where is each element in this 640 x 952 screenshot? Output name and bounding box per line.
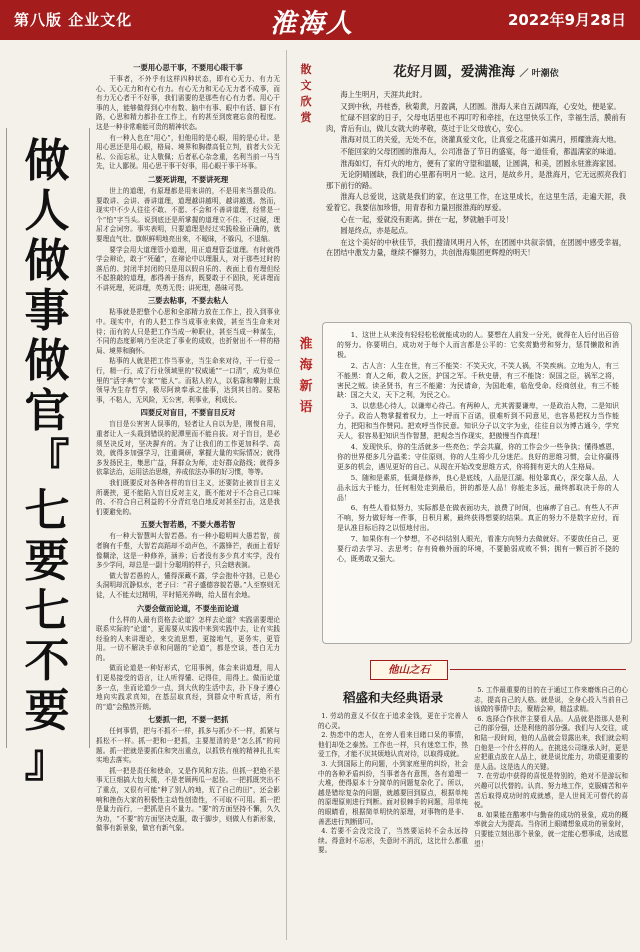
title-char: 做	[24, 334, 70, 387]
essay-title	[326, 62, 626, 84]
title-char: 事	[24, 284, 70, 337]
title-char: 要	[24, 684, 70, 737]
essay-paragraph: 淮海人总爱说，这就是我们的家，在这里工作，在这里成长，在这里生活，走遍天涯，我爱着它。我要信加珍惜，用青春和力量回报淮海的厚爱。	[326, 192, 626, 212]
inamori-banner-label: 他山之石	[370, 660, 448, 680]
title-char: 做	[24, 234, 70, 287]
article-paragraph: 干事者，不外乎有这样四种状态，即有心无力、有力无心、无心无力和有心有力。有心无力和无心无力者不成事，而有力无心者干不好事，我们需要的是那些有心有力者。用心干事的人，能够做得到心中有数、脑中有事、眼中有活、脚下有路，心思和精力都扑在工作上，有的甚至到废寝忘食的程度。这是一种非常难能可贵的精神状态。	[96, 75, 280, 131]
sayings-box	[322, 322, 632, 644]
saying-item: 7、如果你有一个梦想，不必纠结别人眼光，看准方向努力去做就好。不要放任自己，更要行动去学习、去思考；存有倚赖外面的环境，不要脆弱成败不惧；拥有一颗百折不挠的心，既勇敢又强大。	[337, 535, 619, 563]
newspaper-logo: 淮海人	[270, 9, 355, 39]
section-label: 第八版 企业文化	[14, 11, 133, 29]
title-char: 不	[24, 634, 70, 687]
section-heading: 四要反对盲目，不要盲目反对	[140, 408, 236, 418]
essay-paragraph: 淮海如灯，有灯火的地方，便有了家的守望和温暖，让圆满，和美，团圆永驻淮海家园。	[340, 158, 621, 168]
essay-author: ／ 叶潮依	[519, 69, 559, 79]
essay-paragraph: 又到中秋，丹桂香，秋菊黄，月盈满，人团圆。淮海人来自五湖四海，心安处，便是家。	[340, 101, 621, 111]
quote-item: 1. 劳动的意义不仅在于追求金钱，更在于完善人的心灵。	[318, 712, 468, 730]
quote-item: 3. 大到国际上的问题，小到家庭里的纠纷，社会中的各种矛盾纠纷，当事者各有意图，各有道理一大堆，使得原本十分简单的问题复杂化了。所以，越是错综复杂的问题，就越要回到原点，根据单纯的原理原则进行判断。面对很棘手的问题，用单纯的眼睛看，根据简单明快的原理，对事物的是非、善恶进行判断即可。	[318, 759, 468, 826]
title-char: 七	[24, 484, 70, 537]
article-paragraph: 有一种人也在“用心”，但他用的是心眼，用的是心计。是用心思还是用心眼，格局、境界和胸襟高低立判，前者大公无私、公而忘私，让人敬佩；后者私心杂念重，名利当前一马当先，让人鄙视。用心思干事干好事，用心眼干事干坏事。	[96, 133, 280, 171]
essay-paragraph: 海上生明月，天涯共此时。	[340, 90, 427, 99]
inamori-banner	[310, 660, 630, 680]
column-divider	[286, 50, 287, 940]
quote-item: 2. 热恋中的恋人，在旁人看来目睹口呆的事情，他们却处之泰然。工作也一样，只有迷恋工作，热爱工作，才能不厌其烦地认真对待，以取得成就。	[318, 731, 468, 759]
article-paragraph: 盲目是公害害人误事的，轻者让人自以为是，刚愎自用，重者让人一头栽到错误的泥潭里而不能自拔。对于盲目，是必须坚决反对，坚决摒弃的。为了让我们的工作更加科学、高效，就得多加强学习，注重调研，掌握大量的实际情况；就得多发扬民主，集思广益，拜群众为师，走好群众路线；就得多依靠法治，运用法治思维，养成依法办事的好习惯，等等。	[96, 420, 280, 477]
essay-paragraph: 圆是终点，亦是起点。	[340, 226, 413, 236]
saying-item: 2、古人言：人生在世，有三不能笑：不笑天灾，不笑人祸，不笑疾病。立地为人，有三不能黑：育人之师，救人之医，护国之军。千秋史册，有三不能饶：误国之臣，祸军之将，害民之贼。读圣贤书，有三不能避：为民请命，为国赴难，临危受命。经商创业，有三不能缺：国之大义，天下之利，为民之心。	[337, 361, 619, 400]
title-char: 七	[24, 584, 70, 637]
issue-date: 2022年9月28日	[507, 11, 626, 29]
article-paragraph: 任何事情，把与不抓不一样，抓多与抓少不一样，抓紧与抓松不一样。抓一把和一把抓，主要厘清的是“怎么抓”的问题。抓一把就是要抓住和突出重点，以抓铁有痕的精神扎扎实实地去落实。	[96, 727, 280, 765]
article-paragraph: 什么样的人最有资格去论道？怎样去论道？实践需要理论联系实际的“论道”，更需要从实践中来到实践中去，让有实践经验的人来讲理论，来交流思想，更接地气，更务实，更管用。一切不解决手卓和问题的“论道”，都是空谈，苍白无力的。	[96, 615, 280, 662]
article-paragraph: 做而论道是一种好形式，它用事例，体会来讲道理，用人们更易接受的语言，让人听得懂、记得住，用得上。做而论道多一点，坐而论道少一点，到大伙的生活中去，扑下身子遵心地向实践求真知，在基层取真经，到群众中听真话，所有的“道”会酷然开朗。	[96, 664, 280, 711]
saying-item: 1、这世上从来没有轻轻松松就能成功的人。要想在人前发一分光，就得在人后付出百倍的努力。你要明白，成功对于每个人而言都是公平的：它奖赏勤劳和努力，惩罚懒散和消极。	[337, 331, 619, 359]
section-heading: 三要去粘事，不要去粘人	[147, 296, 229, 306]
title-char: 『	[24, 434, 70, 487]
essay-paragraph: 忙碌不回家的日子，父母电话里也不再叮咛和牵挂，在这里快乐工作，幸福生活，膜前有肉，背后有山，做儿女就大的孝敬，莫过于让父母放心，安心。	[326, 113, 626, 133]
section-heading: 七要抓一把，不要一把抓	[147, 715, 229, 725]
essay-section-label: 散文欣赏	[300, 63, 312, 124]
section-heading: 五要大智若愚，不要大愚若智	[140, 520, 236, 530]
banner-rule	[450, 669, 626, 670]
title-char: 官	[24, 384, 70, 437]
sayings-section-label: 淮海新语	[299, 337, 313, 415]
title-char: 做	[24, 134, 70, 187]
essay-paragraph: 在这个美好的中秋佳节，我们搜清风明月入怀，在团圆中共叙亲情，在团圆中感受幸福，在团结中激发力量，继续不懈努力，共创淮海集团更辉煌的明天！	[326, 237, 626, 258]
page-header	[0, 0, 640, 40]
article-paragraph: 粘事就是把整个心思和全部精力放在工作上，投入到事业中。现实中，有的人把工作当成事业来做，甚至当生命来对待；而有的人只是把工作当成一种职业，甚至当成一种谋生，不同的态度影响乃至决定了事业的成败，也折射出不一样的格局、境界和胸怀。	[96, 308, 280, 355]
title-char: 要	[24, 534, 70, 587]
main-title-frame	[6, 128, 90, 787]
essay-paragraph: 心在一起，爱就没有距离。拼在一起，梦就触手可及！	[340, 214, 513, 224]
main-article-body	[96, 60, 280, 945]
article-paragraph: 世上的道理，有原理都是用来讲的，不是用来当摆设的。要敢讲、会讲、善讲道理，道理越讲越明，越讲越透。然而，现实中不少人往往不敢、不愿、不会和不善讲道理，经常是一个“怕”字当头。说到底还是所掌握的道理立不住、不过硬，理屈才会词穷。事实表明，只要道理是经过实践检验正确的，就要理直气壮、旗帜鲜明地亮出来，不暧昧，不躲闪，不退缩。	[96, 186, 280, 243]
article-paragraph: 粘事的人就是把工作当事业，当生命来对待，干一行爱一行，精一行，成了行业领域里的“权威通”“一口清”，成为单位里的“活字典”“专家”“能人”。而粘人的人，以粘靠和攀附上级领导为生存哲学，极尽阿谀奉承之能事，达到其目的。要粘事，不粘人，无风险，无公害，利事业，利成长。	[96, 357, 280, 404]
main-title	[17, 136, 77, 786]
quote-item: 7. 在劳动中获得的喜悦是特别的，绝对不是游玩和兴趣可以代替的。认真、努力地工作，克服痛苦和辛苦后取得成功时的成就感，是人世间无可替代的喜悦。	[474, 772, 628, 810]
inamori-title: 稻盛和夫经典语录	[342, 690, 443, 705]
essay-paragraph: 淮海对员工的关爱，无处不在，浇灌真爱文化，让真爱之花盛开如满月，照耀淮海大地。	[340, 135, 621, 145]
section-heading: 一要用心思干事，不要用心眼干事	[133, 63, 243, 72]
essay-paragraph: 不能回家的父母团圆的淮海人，公司准备了节日的盛宴，每一道佳肴，都温满家的味道。	[340, 146, 621, 156]
title-char: 』	[24, 734, 70, 787]
quote-item: 6. 选择合作伙伴主要看人品。人品就是指那人是利己的部分强，还是利他的部分强。我们与人交往，或和陆一段时间，他的人品就会显露出来，我们就会明白他是一个什么样的人。在挑选公司继承人时，更是应把重点放在人品上，就是说比能力，功绩更重要的是人品。这是选人的关键。	[474, 714, 628, 771]
article-paragraph: 要学会用大道理管小道理，用正道理管歪道理。有时就得学会辩论，敢于“死磕”，在辩论中以理服人，对于那些过时的落后的、封闭半封闭的只是用以假自乐的、表面上看有理但经不起推敲的道理，都得善于扬弃，既要敢于不固执，死讲理而不讲死理，死讲理，英勇无畏；讲死理，愚昧可畏。	[96, 245, 280, 292]
inamori-right-column	[474, 686, 628, 849]
essay-title-text: 花好月圆，爱满淮海	[393, 64, 515, 80]
section-heading: 六要会做而论道，不要坐而论道	[136, 603, 240, 613]
saying-item: 4、发现快乐，你的生活就多一些亮色；学会共赢，你的工作会少一些争执；懂得感恩，你的世界便多几分温柔；守住原则，你的人生将少几分迷茫。良好的思维习惯，会让你赢得更多的机会，遇见更好的自己。从现在开始改变思维方式，你将拥有更大的人生格局。	[337, 442, 619, 471]
quote-item: 5. 工作最重要的目的在于通过工作来磨炼自己的心志，提高自己的人格。就是说，全身心投入当前自己该做的事情中去，聚精会神，精益求精。	[474, 686, 628, 714]
saying-item: 6、有些人看似努力，实际都是在做表面功夫，浪费了时间，也麻痹了自己。有些人不声不响，努力做好每一件事，日积月累，最终获得想要的结果。真正的努力不是数字应付，而是认准目标后持之以恒地付出。	[337, 504, 619, 533]
quote-item: 4. 若要不会没完没了，当然要运转不会永远持续。得意时不忘形，失意时不消沉，这比什么都重要。	[318, 827, 468, 855]
saying-item: 3、以慈悲心待人，以谦卑心待己。有两种人，尤其需要谦卑，一是政治人物，二是知识分子。政治人物掌握着权力，上一呼而下百诺，很难听到不同意见，也容易把权力当作能力，把阳和当作赞同。把欢呼当作民意。知识分子以文字为业，往往自以为博古通今，学究天人，很容易犯知识当作智慧，把观念当作现实，把傲慢当作真理！	[337, 402, 619, 441]
quote-item: 8. 如果能在酷寒中与勤奋的成功的景象，成功的概率就会大为提高。当你团上眼睛想象成功的景象时，只要能立刻出那个景象，就一定能心想事成，达成愿望！	[474, 810, 628, 848]
article-paragraph: 有一种大智慧叫大智若愚。有一种小聪明叫大愚若智，前者胸有千壑，大智若高蹈却不动声色，不露锋芒，表面上看好像糊涂，这是一种修养，涵养；后者没有多少真才实学，没有多少学问，却总是一副十分聪明的样子，只会瞎表演。	[96, 532, 280, 570]
saying-item: 5、随和是素质，低调是修养，良心是底线，人品是江湖。相处靠真心，深交靠人品，人品永远大于能力，任何相处走到最后，拼的都是人品！你能走多远，最终都取决于你的人品！	[337, 473, 619, 502]
title-char: 人	[24, 184, 70, 237]
essay-paragraph: 无论阴晴圆缺，我们的心里都有明月一轮。这月，是故乡月，是淮海月，它无远照亮我们那下前行的路。	[326, 170, 626, 190]
article-paragraph: 做大智若愚的人，懂得深藏不露，学会抱朴守拙，已是心头洞明却沉静似水，老子曰：“君子盛德容貌若愚。”人至察则无徒，人不能太过精明，平时韬光养晦，给人留有余地。	[96, 571, 280, 599]
inamori-left-column	[318, 688, 468, 856]
article-paragraph: 我们既要反对各种各样的盲目主义，还要防止被盲目主义所裹挟，更不能陷入盲目反对主义，既不能对于不合自己口味的、不符合自己利益的不分青红皂白地反对甚至打击，这是我们要避免的。	[96, 478, 280, 516]
essay-article	[326, 62, 626, 260]
article-paragraph: 抓一把是责任和使命，又是作风和方法。但抓一把绝不是事无巨细搞大包大揽，不是老顾两瓜一起捡。一把抓既突出不了重点，又很有可能“种了别人的地，荒了自己的田”，还会影响和挫伤大家的积极性主动性创造性，不可取不可用。抓一把是量力而行，一把抓是自不量力。“要”的方面坚持不懈，久久为功，“不要”的方面坚决克服，敢于脚步，则做人有新形象，做事有新景象，做官有新气象。	[96, 766, 280, 833]
section-heading: 二要死讲理，不要讲死理	[147, 174, 229, 184]
